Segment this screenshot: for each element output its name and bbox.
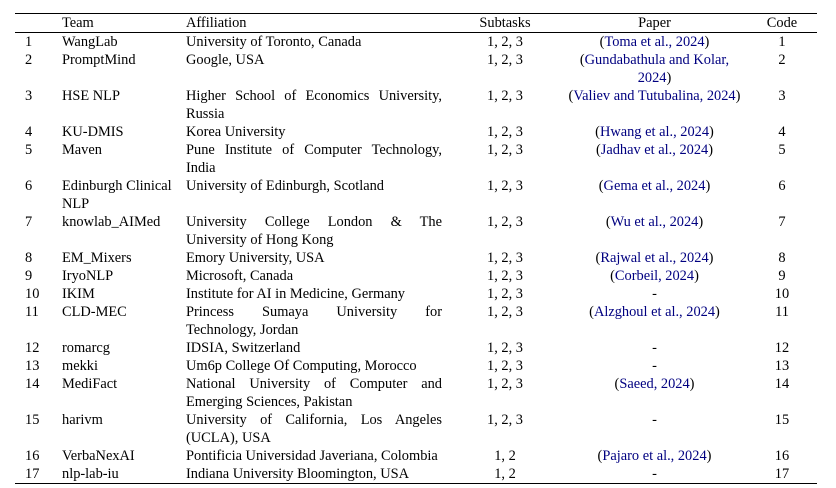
close-paren: )	[694, 268, 699, 284]
table-row	[15, 465, 817, 484]
code-ref: 4	[778, 124, 786, 140]
row-number: 17	[25, 466, 40, 482]
open-paren: (	[610, 268, 615, 284]
close-paren: )	[709, 124, 714, 140]
header-team: Team	[62, 15, 94, 31]
table-header	[15, 14, 817, 33]
team-name: IKIM	[62, 286, 95, 302]
row-number: 12	[25, 340, 40, 356]
header-row	[15, 14, 817, 33]
teams-table	[15, 13, 817, 484]
code-ref: 6	[778, 178, 786, 194]
subtasks: 1, 2, 3	[487, 52, 523, 68]
team-name: VerbaNexAI	[62, 448, 135, 464]
code-ref: 14	[774, 376, 790, 392]
paper-cell	[562, 177, 747, 213]
code-ref: 1	[778, 34, 786, 50]
paper-cell	[562, 339, 747, 357]
paper-cell	[562, 51, 747, 87]
paper-citation-link[interactable]: Gundabathula and Kolar, 2024	[584, 52, 730, 86]
subtasks: 1, 2, 3	[487, 142, 523, 158]
affiliation: Indiana University Bloomington, USA	[186, 466, 410, 482]
affiliation: Korea University	[186, 124, 286, 140]
row-number: 2	[25, 52, 33, 68]
affiliation: University College London & The University of Hong Kong	[186, 214, 442, 248]
row-number: 13	[25, 358, 40, 374]
affiliation: University of Toronto, Canada	[186, 34, 362, 50]
paper-cell	[562, 411, 747, 447]
subtasks: 1, 2, 3	[487, 340, 523, 356]
team-name: EM_Mixers	[62, 250, 132, 266]
open-paren: (	[595, 124, 600, 140]
subtasks: 1, 2, 3	[487, 358, 523, 374]
table-row	[15, 249, 817, 267]
table-row	[15, 123, 817, 141]
header-subtasks: Subtasks	[479, 15, 531, 31]
open-paren: (	[579, 52, 585, 68]
team-name: nlp-lab-iu	[62, 466, 119, 482]
paper-citation-link[interactable]: Alzghoul et al., 2024	[593, 304, 716, 320]
paper-cell	[562, 213, 747, 249]
close-paren: )	[708, 250, 714, 266]
affiliation: Princess Sumaya University for Technology, Jordan	[186, 304, 442, 338]
affiliation: Um6p College Of Computing, Morocco	[186, 358, 417, 374]
open-paren: (	[599, 34, 605, 50]
subtasks: 1, 2, 3	[487, 304, 523, 320]
row-number: 9	[25, 268, 33, 284]
team-name: MediFact	[62, 376, 118, 392]
table-row	[15, 87, 817, 123]
team-name: PromptMind	[62, 52, 136, 68]
affiliation: Pontificia Universidad Javeriana, Colombia	[186, 448, 438, 464]
no-paper-dash: -	[652, 286, 657, 302]
close-paren: )	[666, 70, 672, 86]
subtasks: 1, 2, 3	[487, 250, 523, 266]
code-ref: 3	[778, 88, 786, 104]
paper-citation-link[interactable]: Pajaro et al., 2024	[602, 448, 707, 464]
team-name: CLD-MEC	[62, 304, 127, 320]
affiliation: University of Edinburgh, Scotland	[186, 178, 384, 194]
row-number: 16	[25, 448, 40, 464]
code-ref: 15	[774, 412, 790, 428]
code-ref: 11	[775, 304, 789, 320]
table-row	[15, 375, 817, 411]
row-number: 5	[25, 142, 33, 158]
header-affiliation: Affiliation	[186, 15, 247, 31]
paper-cell	[562, 249, 747, 267]
paper-cell	[562, 33, 747, 52]
code-ref: 13	[774, 358, 790, 374]
open-paren: (	[614, 376, 620, 392]
subtasks: 1, 2	[494, 448, 516, 464]
affiliation: University of California, Los Angeles (UCLA), USA	[186, 412, 442, 446]
table-row	[15, 213, 817, 249]
paper-citation-link[interactable]: Saeed, 2024	[619, 376, 690, 392]
paper-cell	[562, 357, 747, 375]
open-paren: (	[598, 178, 604, 194]
affiliation: Pune Institute of Computer Technology, India	[186, 142, 442, 176]
paper-citation-link[interactable]: Valiev and Tutubalina, 2024	[573, 88, 736, 104]
code-ref: 5	[778, 142, 786, 158]
paper-cell	[562, 375, 747, 411]
subtasks: 1, 2, 3	[487, 124, 523, 140]
table-row	[15, 339, 817, 357]
close-paren: )	[698, 214, 704, 230]
table-row	[15, 141, 817, 177]
affiliation: Higher School of Economics University, Russia	[186, 88, 442, 122]
affiliation: IDSIA, Switzerland	[186, 340, 301, 356]
paper-citation-link[interactable]: Rajwal et al., 2024	[600, 250, 709, 266]
row-number: 1	[25, 34, 33, 50]
team-name: HSE NLP	[62, 88, 120, 104]
affiliation: National University of Computer and Emerging Sciences, Pakistan	[186, 376, 442, 410]
team-name: KU-DMIS	[62, 124, 124, 140]
table-row	[15, 357, 817, 375]
subtasks: 1, 2, 3	[487, 88, 523, 104]
row-number: 6	[25, 178, 33, 194]
team-name: Edinburgh Clinical NLP	[62, 178, 172, 212]
subtasks: 1, 2, 3	[487, 376, 523, 392]
row-number: 7	[25, 214, 33, 230]
paper-cell	[562, 267, 747, 285]
code-ref: 2	[778, 52, 786, 68]
open-paren: (	[589, 304, 594, 320]
team-name: Maven	[62, 142, 102, 158]
paper-citation-link[interactable]: Gema et al., 2024	[603, 178, 706, 194]
paper-cell	[562, 141, 747, 177]
code-ref: 10	[774, 286, 790, 302]
code-ref: 16	[774, 448, 790, 464]
paper-citation-link[interactable]: Hwang et al., 2024	[599, 124, 710, 140]
code-ref: 12	[774, 340, 790, 356]
paper-citation-link[interactable]: Jadhav et al., 2024	[600, 142, 709, 158]
paper-cell	[562, 285, 747, 303]
affiliation: Google, USA	[186, 52, 265, 68]
subtasks: 1, 2, 3	[487, 178, 523, 194]
subtasks: 1, 2, 3	[487, 412, 523, 428]
open-paren: (	[595, 250, 601, 266]
code-ref: 9	[778, 268, 786, 284]
row-number: 8	[25, 250, 33, 266]
close-paren: )	[705, 178, 711, 194]
close-paren: )	[715, 304, 720, 320]
code-ref: 7	[778, 214, 786, 230]
header-code: Code	[766, 15, 798, 31]
table-row	[15, 303, 817, 339]
open-paren: (	[605, 214, 611, 230]
table-row	[15, 267, 817, 285]
no-paper-dash: -	[652, 412, 657, 428]
close-paren: )	[689, 376, 695, 392]
paper-citation-link[interactable]: Wu et al., 2024	[610, 214, 699, 230]
header-paper: Paper	[638, 15, 671, 31]
paper-citation-link[interactable]: Toma et al., 2024	[604, 34, 705, 50]
close-paren: )	[708, 142, 714, 158]
row-number: 10	[25, 286, 40, 302]
header-number	[15, 14, 62, 33]
no-paper-dash: -	[652, 466, 657, 482]
table-row	[15, 411, 817, 447]
code-ref: 17	[774, 466, 790, 482]
table-body	[15, 33, 817, 484]
close-paren: )	[704, 34, 710, 50]
paper-cell	[562, 123, 747, 141]
team-name: IryoNLP	[62, 268, 114, 284]
subtasks: 1, 2, 3	[487, 214, 523, 230]
open-paren: (	[595, 142, 601, 158]
team-name: harivm	[62, 412, 103, 428]
row-number: 11	[25, 304, 39, 320]
close-paren: )	[735, 88, 741, 104]
no-paper-dash: -	[652, 340, 657, 356]
team-name: WangLab	[62, 34, 118, 50]
row-number: 15	[25, 412, 40, 428]
paper-cell	[562, 447, 747, 465]
subtasks: 1, 2, 3	[487, 286, 523, 302]
team-name: romarcg	[62, 340, 110, 356]
affiliation: Microsoft, Canada	[186, 268, 294, 284]
code-ref: 8	[778, 250, 786, 266]
table-row	[15, 51, 817, 87]
paper-cell	[562, 465, 747, 484]
open-paren: (	[597, 448, 603, 464]
team-name: knowlab_AIMed	[62, 214, 161, 230]
paper-cell	[562, 303, 747, 339]
paper-citation-link[interactable]: Corbeil, 2024	[614, 268, 695, 284]
table-row	[15, 33, 817, 52]
paper-cell	[562, 87, 747, 123]
no-paper-dash: -	[652, 358, 657, 374]
open-paren: (	[568, 88, 574, 104]
table-row	[15, 177, 817, 213]
team-name: mekki	[62, 358, 98, 374]
subtasks: 1, 2, 3	[487, 268, 523, 284]
row-number: 3	[25, 88, 33, 104]
table-row	[15, 447, 817, 465]
affiliation: Emory University, USA	[186, 250, 325, 266]
row-number: 4	[25, 124, 33, 140]
close-paren: )	[706, 448, 712, 464]
row-number: 14	[25, 376, 40, 392]
table-row	[15, 285, 817, 303]
affiliation: Institute for AI in Medicine, Germany	[186, 286, 405, 302]
subtasks: 1, 2, 3	[487, 34, 523, 50]
subtasks: 1, 2	[494, 466, 516, 482]
